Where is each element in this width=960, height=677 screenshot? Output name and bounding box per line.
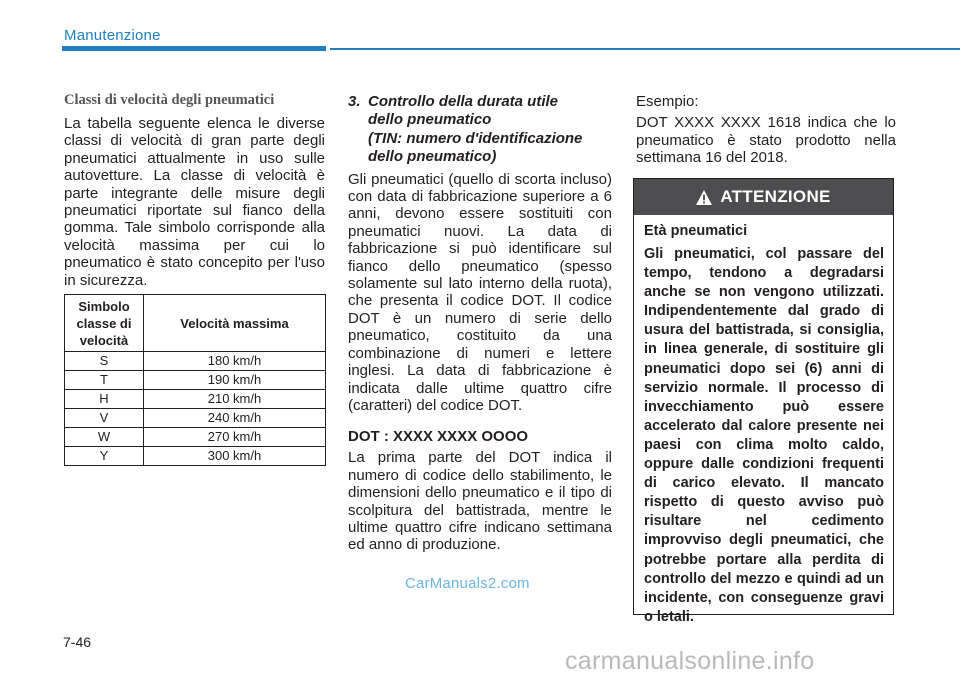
warning-text: Gli pneumatici, col passare del tempo, tendono a degradarsi anche se non vengono utilizzati. Indipendentemente dal grado di usura del battistrada, si consiglia, in linea generale, di sostituire gli pneumatici dopo sei (6) anni di servizio normale. Il processo di invecchiamento può essere accelerato dal calore presente nei paesi con clima molto caldo, oppure dalle condizioni frequenti di carico elevato. Il mancato rispetto di questo avviso può risultare nel cedimento improvviso degli pneumatici, che potrebbe portare alla perdita di controllo del mezzo e quindi ad un incidente, con conseguenze gravi o letali. xyxy=(644,246,884,625)
table-cell-speed: 210 km/h xyxy=(144,390,326,409)
speed-class-table xyxy=(64,294,326,466)
table-row xyxy=(65,352,326,371)
table-cell-speed: 270 km/h xyxy=(144,428,326,447)
example-label: Esempio: xyxy=(636,93,699,110)
header-rule-thick xyxy=(62,46,326,51)
warning-header xyxy=(634,179,893,215)
table-header-symbol: Simbolo classe di velocità xyxy=(65,295,144,352)
tin-heading-number: 3. xyxy=(348,93,361,110)
speed-class-heading: Classi di velocità degli pneumatici xyxy=(64,92,275,108)
table-cell-symbol: S xyxy=(65,352,144,371)
warning-subtitle: Età pneumatici xyxy=(644,223,748,239)
watermark-carmanualsonline: carmanualsonline.info xyxy=(565,647,815,675)
table-row xyxy=(65,390,326,409)
table-cell-speed: 240 km/h xyxy=(144,409,326,428)
tin-heading-line: (TIN: numero d'identificazione xyxy=(368,129,583,147)
table-cell-symbol: W xyxy=(65,428,144,447)
table-row xyxy=(65,409,326,428)
speed-class-paragraph: La tabella seguente elenca le diverse classi di velocità di gran parte degli pneumatici attualmente in uso sulle autovetture. La classe di velocità è parte integrante delle misure degli pneumatici riportate sul fianco della gomma. Tale simbolo corrisponde alla velocità massima per cui lo pneumatico è stato concepito per l'uso in sicurezza. xyxy=(64,115,325,289)
table-cell-speed: 300 km/h xyxy=(144,447,326,466)
column-left xyxy=(64,92,325,289)
watermark-carmanuals2: CarManuals2.com xyxy=(405,575,530,592)
table-cell-speed: 190 km/h xyxy=(144,371,326,390)
tin-heading xyxy=(348,93,612,167)
header-rule-thin xyxy=(330,48,960,50)
table-row xyxy=(65,447,326,466)
example-paragraph: DOT XXXX XXXX 1618 indica che lo pneumatico è stato prodotto nella settimana 16 del 2018. xyxy=(636,114,896,167)
table-header-row xyxy=(65,295,326,352)
table-cell-symbol: V xyxy=(65,409,144,428)
table-cell-symbol: T xyxy=(65,371,144,390)
table-cell-speed: 180 km/h xyxy=(144,352,326,371)
warning-body xyxy=(634,215,893,627)
table-cell-symbol: H xyxy=(65,390,144,409)
dot-heading: DOT : XXXX XXXX OOOO xyxy=(348,428,529,446)
warning-label: ATTENZIONE xyxy=(720,187,831,206)
table-row xyxy=(65,371,326,390)
tin-heading-line: dello pneumatico) xyxy=(368,148,497,166)
warning-box xyxy=(633,178,894,625)
column-middle xyxy=(348,93,612,554)
warning-triangle-icon xyxy=(696,190,712,205)
table-header-speed: Velocità massima xyxy=(144,295,326,352)
dot-paragraph: La prima parte del DOT indica il numero di codice dello stabilimento, le dimensioni dello pneumatico e il tipo di scolpitura del battistrada, mentre le ultime quattro cifre indicano settimana ed anno di produzione. xyxy=(348,449,612,554)
table-cell-symbol: Y xyxy=(65,447,144,466)
column-right xyxy=(636,93,896,167)
section-title: Manutenzione xyxy=(64,27,161,44)
tin-paragraph: Gli pneumatici (quello di scorta incluso) con data di fabbricazione superiore a 6 anni, devono essere sostituiti con pneumatici nuovi. La data di fabbricazione si può identificare sul fianco dello pneumatico (spesso solamente sul lato interno della ruota), che presenta il codice DOT. Il codice DOT è un numero di serie dello pneumatico, costituito da una combinazione di numeri e lettere inglesi. La data di fabbricazione è indicata dalle ultime quattro cifre (caratteri) del codice DOT. xyxy=(348,170,612,414)
page-number: 7-46 xyxy=(63,634,92,650)
table-row xyxy=(65,428,326,447)
tin-heading-line: dello pneumatico xyxy=(368,111,492,129)
tin-heading-line: Controllo della durata utile xyxy=(368,93,559,110)
